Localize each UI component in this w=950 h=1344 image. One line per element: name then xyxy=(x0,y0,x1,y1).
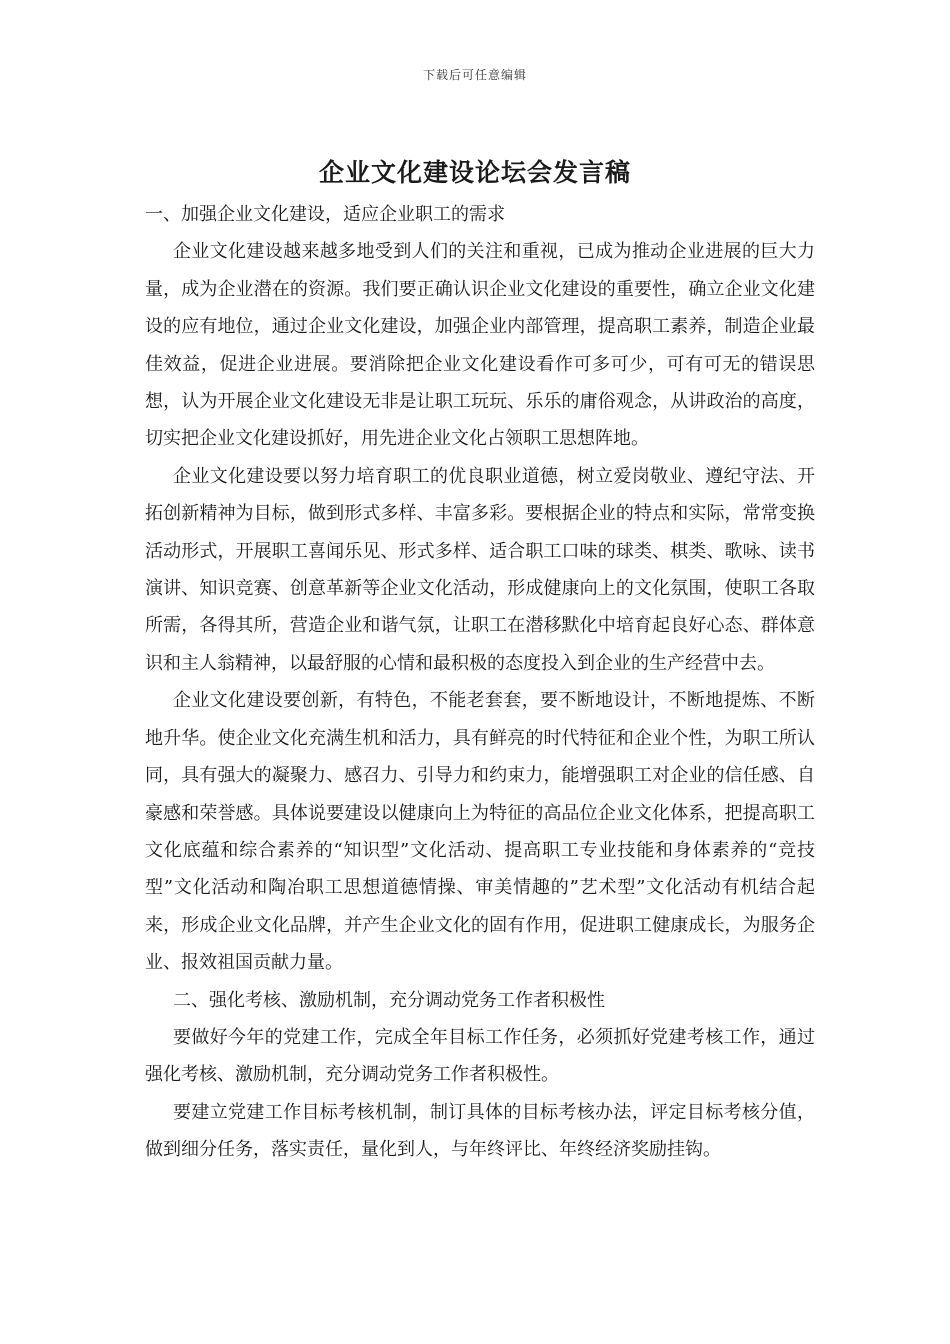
section-heading-1: 一、加强企业文化建设，适应企业职工的需求 xyxy=(145,204,505,225)
section-heading-2: 二、强化考核、激励机制，充分调动党务工作者积极性 xyxy=(173,989,605,1011)
paragraph: 企业文化建设要以努力培育职工的优良职业道德，树立爱岗敬业、遵纪守法、开拓创新精神为目标，做到形式多样、丰富多彩。要根据企业的特点和实际，常常变换活动形式，开展职工喜闻乐见、形式多样、适合职工口味的球类、棋类、歌咏、读书演讲、知识竞赛、创意革新等企业文化活动，形成健康向上的文化氛围，使职工各取所需，各得其所，营造企业和谐气氛，让职工在潜移默化中培育起良好心态、群体意识和主人翁精神，以最舒服的心情和最积极的态度投入到企业的生产经营中去。 xyxy=(145,465,815,674)
paragraph: 企业文化建设越来越多地受到人们的关注和重视，已成为推动企业进展的巨大力量，成为企业潜在的资源。我们要正确认识企业文化建设的重要性，确立企业文化建设的应有地位，通过企业文化建设，加强企业内部管理，提高职工素养，制造企业最佳效益，促进企业进展。要消除把企业文化建设看作可多可少，可有可无的错误思想，认为开展企业文化建设无非是让职工玩玩、乐乐的庸俗观念，从讲政治的高度，切实把企业文化建设抓好，用先进企业文化占领职工思想阵地。 xyxy=(145,241,815,450)
paragraph: 要建立党建工作目标考核机制，制订具体的目标考核办法，评定目标考核分值，做到细分任务，落实责任，量化到人，与年终评比、年终经济奖励挂钩。 xyxy=(145,1101,815,1161)
header-note: 下载后可任意编辑 xyxy=(422,68,527,82)
document-title: 企业文化建设论坛会发言稿 xyxy=(318,158,631,187)
paragraph: 企业文化建设要创新，有特色，不能老套套，要不断地设计，不断地提炼、不断地升华。使企业文化充满生机和活力，具有鲜亮的时代特征和企业个性，为职工所认同，具有强大的凝聚力、感召力、引导力和约束力，能增强职工对企业的信任感、自豪感和荣誉感。具体说要建设以健康向上为特征的高品位企业文化体系，把提高职工文化底蕴和综合素养的“知识型”文化活动、提高职工专业技能和身体素养的“竞技型”文化活动和陶冶职工思想道德情操、审美情趣的”艺术型”文化活动有机结合起来，形成企业文化品牌，并产生企业文化的固有作用，促进职工健康成长，为服务企业、报效祖国贡献力量。 xyxy=(145,690,815,974)
document-body xyxy=(145,196,815,1169)
paragraph: 要做好今年的党建工作，完成全年目标工作任务，必须抓好党建考核工作，通过强化考核、激励机制，充分调动党务工作者积极性。 xyxy=(145,1026,815,1086)
